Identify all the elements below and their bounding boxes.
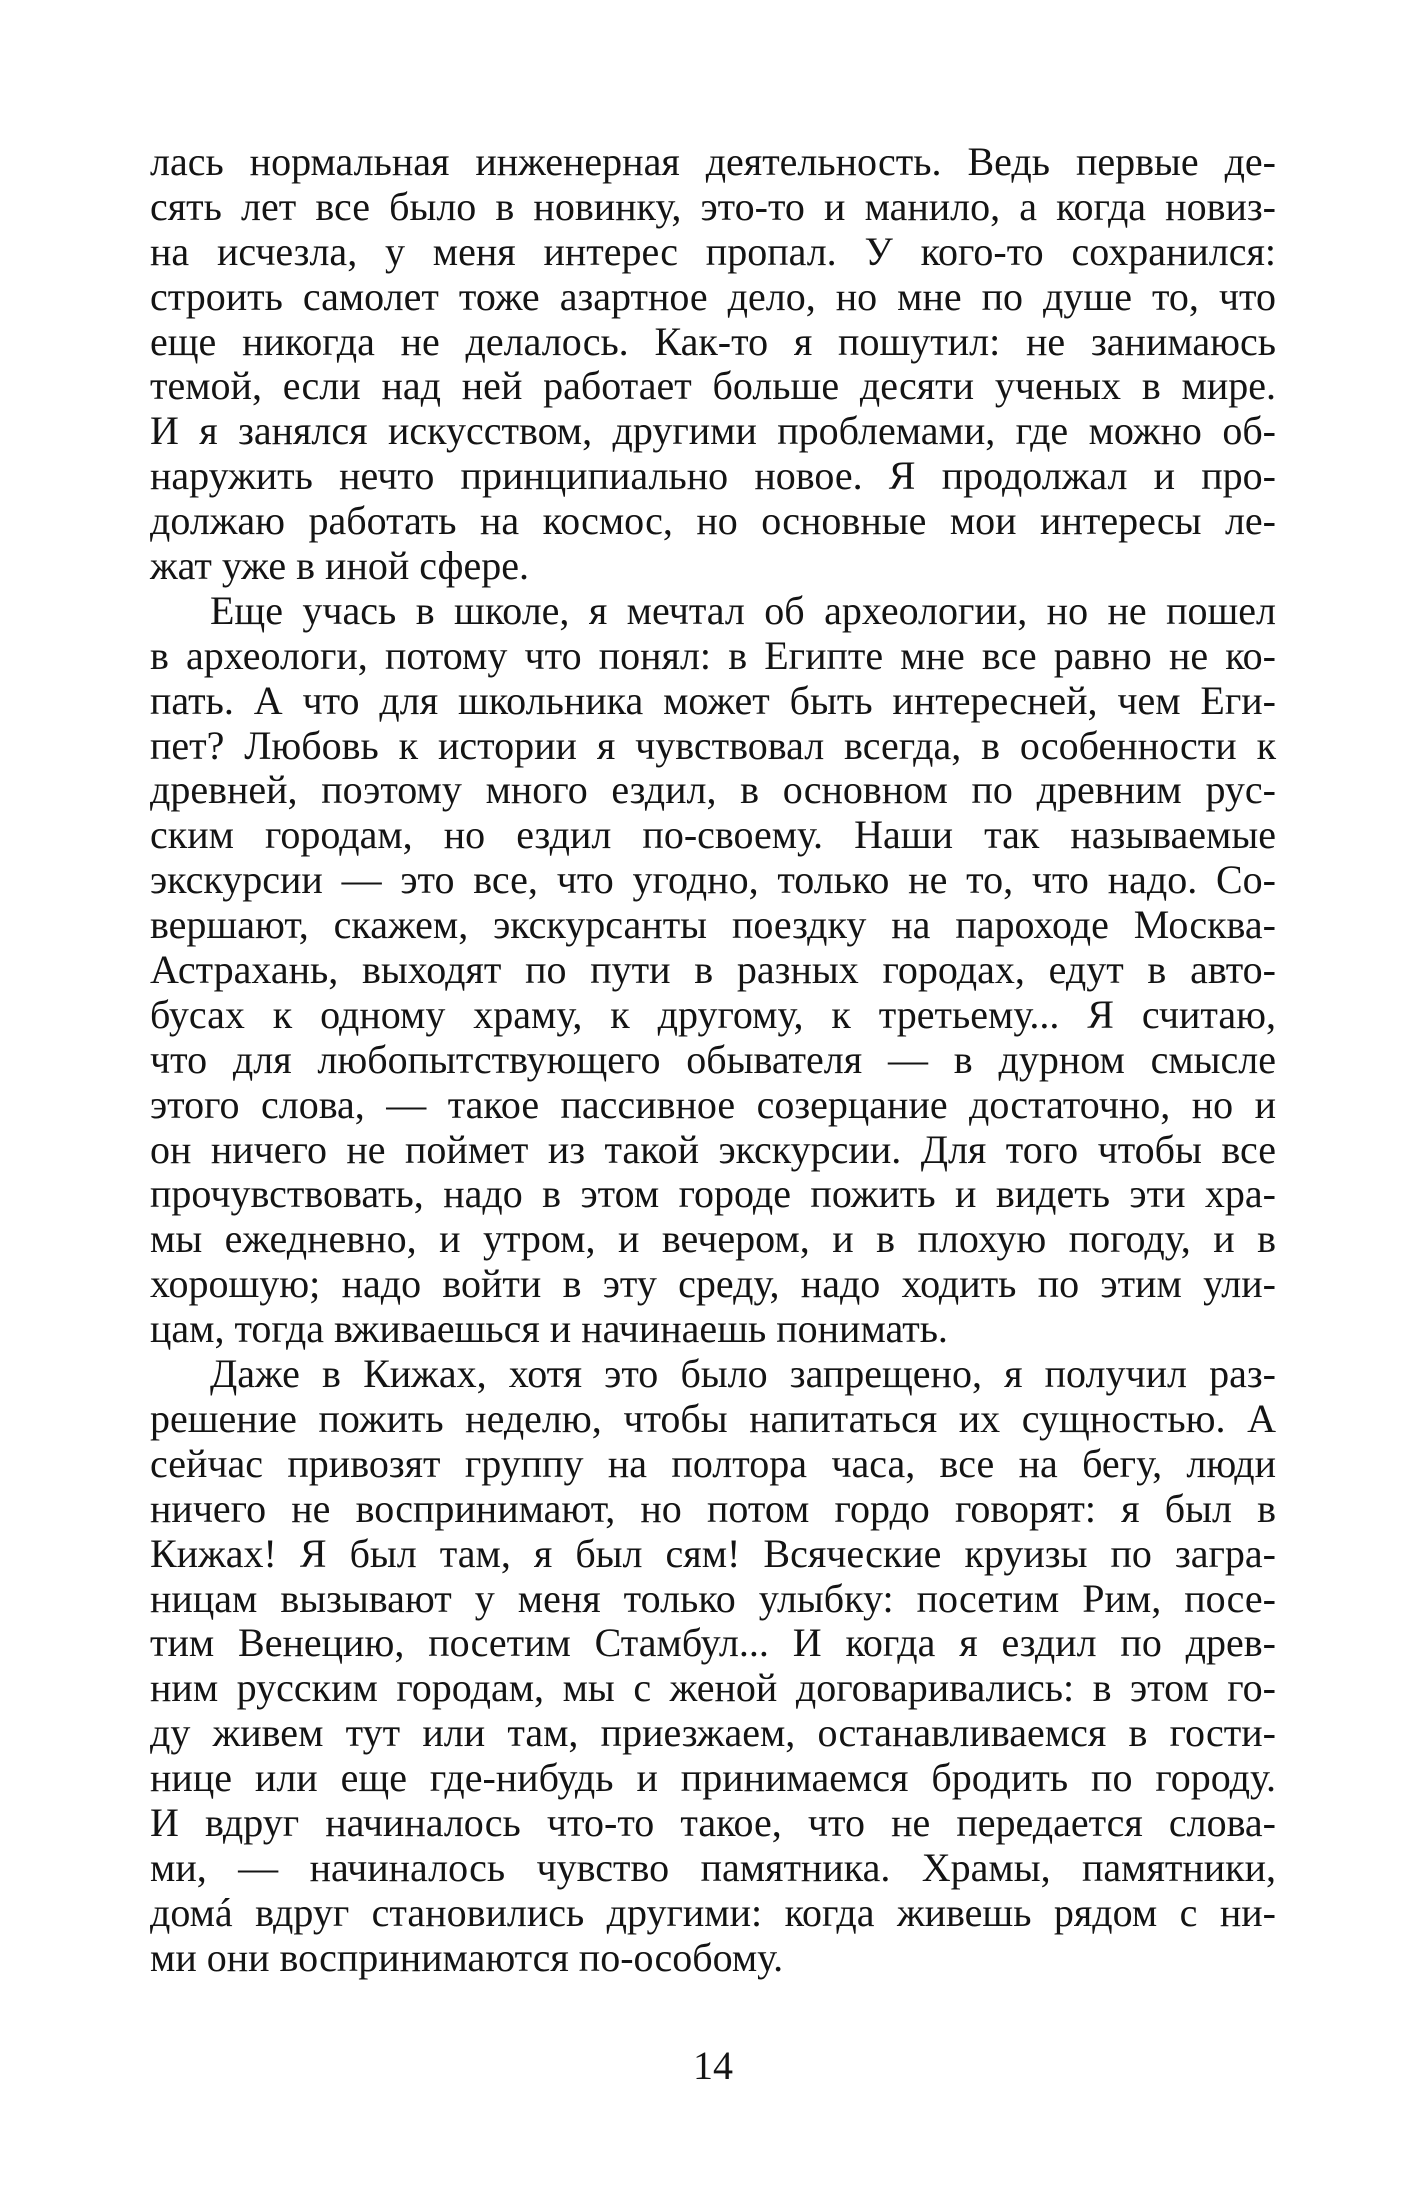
text-line: ми они воспринимаются по-особому. (150, 1934, 784, 1980)
text-line: ским городам, но ездил по-своему. Наши так называемые (150, 812, 1276, 858)
paragraph-3 (150, 1352, 1276, 1980)
text-line: наружить нечто принципиально новое. Я продолжал и про- (150, 453, 1276, 499)
text-line: Астрахань, выходят по пути в разных городах, едут в авто- (150, 947, 1276, 993)
body-text (150, 140, 1276, 1981)
text-line: сять лет все было в новинку, это-то и манило, а когда новиз- (150, 183, 1276, 229)
text-line: нице или еще где-нибудь и принимаемся бродить по городу. (150, 1755, 1276, 1801)
text-line: лась нормальная инженерная деятельность. Ведь первые де- (150, 139, 1276, 184)
paragraph-1 (150, 140, 1276, 589)
text-line: вершают, скажем, экскурсанты поездку на пароходе Москва- (150, 902, 1276, 948)
text-line: на исчезла, у меня интерес пропал. У кого-то сохранился: (150, 228, 1276, 274)
text-line: решение пожить неделю, чтобы напитаться их сущностью. А (150, 1395, 1276, 1441)
book-page (150, 140, 1276, 2140)
text-line: еще никогда не делалось. Как-то я пошутил: не занимаюсь (150, 318, 1276, 364)
text-line: цам, тогда вживаешься и начинаешь понимать. (150, 1306, 948, 1352)
text-line: хорошую; надо войти в эту среду, надо ходить по этим ули- (150, 1261, 1276, 1307)
text-line: он ничего не поймет из такой экскурсии. Для того чтобы все (150, 1126, 1276, 1172)
text-line: пать. А что для школьника может быть интересней, чем Еги- (150, 677, 1276, 723)
text-line: Даже в Кижах, хотя это было запрещено, я получил раз- (210, 1351, 1276, 1397)
text-line: экскурсии — это все, что угодно, только не то, что надо. Со- (150, 857, 1276, 903)
text-line: в археологи, потому что понял: в Египте мне все равно не ко- (150, 632, 1276, 678)
text-line: Еще учась в школе, я мечтал об археологии, но не пошел (210, 587, 1276, 633)
text-line: И вдруг начиналось что-то такое, что не передается слова- (150, 1799, 1276, 1845)
text-line: тим Венецию, посетим Стамбул... И когда я ездил по древ- (150, 1620, 1276, 1666)
text-line: темой, если над ней работает больше десяти ученых в мире. (150, 363, 1276, 409)
paragraph-2 (150, 589, 1276, 1352)
text-line: этого слова, — такое пассивное созерцание достаточно, но и (150, 1081, 1276, 1127)
text-line: жат уже в иной сфере. (150, 543, 529, 589)
text-line: что для любопытствующего обывателя — в дурном смысле (150, 1036, 1276, 1082)
text-line: домá вдруг становились другими: когда живешь рядом с ни- (150, 1889, 1276, 1935)
text-line: строить самолет тоже азартное дело, но мне по душе то, что (150, 273, 1276, 319)
text-line: прочувствовать, надо в этом городе пожить и видеть эти хра- (150, 1171, 1276, 1217)
text-line: ницам вызывают у меня только улыбку: посетим Рим, посе- (150, 1575, 1276, 1621)
text-line: ничего не воспринимают, но потом гордо говорят: я был в (150, 1485, 1276, 1531)
text-line: Кижах! Я был там, я был сям! Всяческие круизы по загра- (150, 1530, 1276, 1576)
text-line: ду живем тут или там, приезжаем, останавливаемся в гости- (150, 1710, 1276, 1756)
text-line: древней, поэтому много ездил, в основном по древним рус- (150, 767, 1276, 813)
text-line: ним русским городам, мы с женой договаривались: в этом го- (150, 1665, 1276, 1711)
text-line: мы ежедневно, и утром, и вечером, и в плохую погоду, и в (150, 1216, 1276, 1262)
text-line: ми, — начиналось чувство памятника. Храмы, памятники, (150, 1844, 1276, 1890)
text-line: сейчас привозят группу на полтора часа, все на бегу, люди (150, 1440, 1276, 1486)
text-line: должаю работать на космос, но основные мои интересы ле- (150, 498, 1276, 544)
text-line: И я занялся искусством, другими проблемами, где можно об- (150, 408, 1276, 454)
text-line: пет? Любовь к истории я чувствовал всегда, в особенности к (150, 722, 1276, 768)
page-number: 14 (693, 2043, 733, 2088)
text-line: бусах к одному храму, к другому, к третьему... Я считаю, (150, 991, 1276, 1037)
